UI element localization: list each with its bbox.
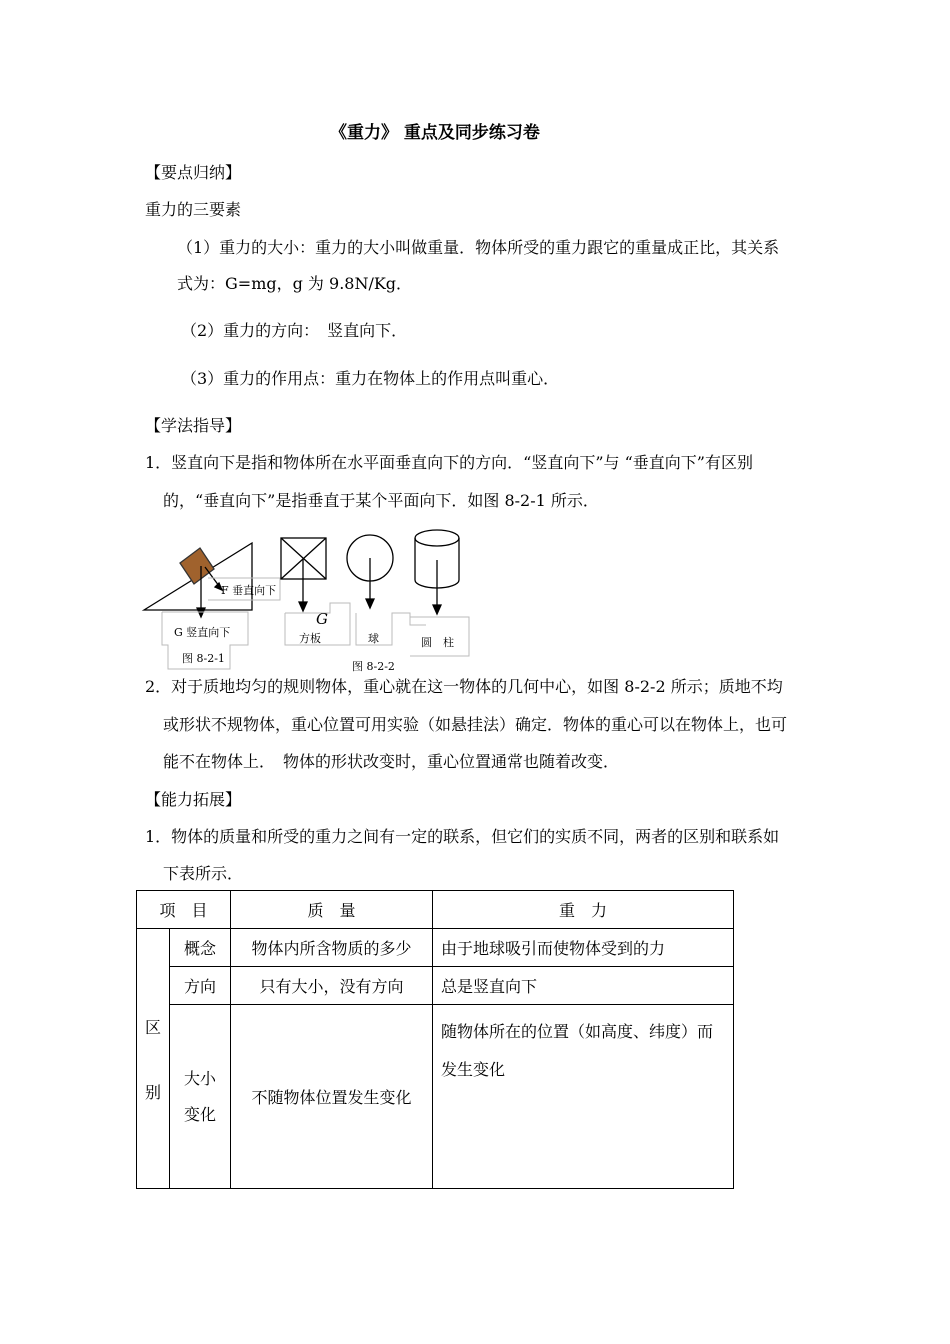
size-change-label <box>170 1005 231 1189</box>
label-cylinder: 圆 柱 <box>421 636 454 649</box>
three-elements-heading: 重力的三要素 <box>145 200 242 219</box>
label-square-board: 方板 <box>299 632 321 645</box>
label-box-ball <box>356 613 426 645</box>
size-gravity-line-2: 发生变化 <box>441 1060 506 1079</box>
section-extension: 【能力拓展】 <box>145 790 242 809</box>
point-3: （3）重力的作用点：重力在物体上的作用点叫重心． <box>181 369 560 388</box>
figure-2-caption: 图 8-2-2 <box>352 660 395 673</box>
label-g: G <box>316 610 328 628</box>
size-label-2: 变化 <box>183 1104 216 1124</box>
guide-1-line-2: 的，“垂直向下”是指垂直于某个平面向下．如图 8-2-1 所示． <box>163 491 599 510</box>
header-mass: 质 量 <box>231 891 433 929</box>
page-title: 《重力》 重点及同步练习卷 <box>330 123 540 143</box>
row-label: 方向 <box>170 967 231 1005</box>
row-gravity: 由于地球吸引而使物体受到的力 <box>433 929 734 967</box>
size-mass: 不随物体位置发生变化 <box>231 1005 433 1189</box>
size-gravity-line-1: 随物体所在的位置（如高度、纬度）而 <box>441 1022 714 1041</box>
guide-1-line-1: 1．竖直向下是指和物体所在水平面垂直向下的方向．“竖直向下”与 “垂直向下”有区别 <box>145 453 753 472</box>
point-1-line-1: （1）重力的大小：重力的大小叫做重量．物体所受的重力跟它的重量成正比，其关系 <box>177 238 780 257</box>
table-row <box>137 929 734 967</box>
row-label: 概念 <box>170 929 231 967</box>
point-2: （2）重力的方向： 竖直向下． <box>181 321 408 340</box>
header-item: 项 目 <box>137 891 231 929</box>
row-mass: 物体内所含物质的多少 <box>231 929 433 967</box>
table-row <box>137 967 734 1005</box>
ext-1-line-1: 1．物体的质量和所受的重力之间有一定的联系，但它们的实质不同，两者的区别和联系如 <box>145 827 780 846</box>
label-ball: 球 <box>368 632 379 645</box>
row-gravity: 总是竖直向下 <box>433 967 734 1005</box>
guide-2-line-2: 或形状不规物体，重心位置可用实验（如悬挂法）确定．物体的重心可以在物体上，也可 <box>163 715 788 734</box>
label-g-vertical: G 竖直向下 <box>174 626 231 639</box>
cylinder-top <box>415 530 459 546</box>
difference-group-cell <box>137 929 170 1189</box>
group-char-1: 区 <box>144 1017 161 1037</box>
header-gravity: 重 力 <box>433 891 734 929</box>
group-char-2: 别 <box>144 1082 161 1102</box>
label-f-perpendicular: F 垂直向下 <box>221 584 277 597</box>
section-key-points: 【要点归纳】 <box>145 163 242 182</box>
row-mass: 只有大小，没有方向 <box>231 967 433 1005</box>
point-1-line-2: 式为：G=mg，g 为 9.8N/Kg． <box>177 274 413 293</box>
figure-1-caption: 图 8-2-1 <box>182 652 225 665</box>
guide-2-line-3: 能不在物体上． 物体的形状改变时，重心位置通常也随着改变． <box>163 752 620 771</box>
wooden-block <box>180 548 214 584</box>
table-row <box>137 1005 734 1189</box>
guide-2-line-1: 2．对于质地均匀的规则物体，重心就在这一物体的几何中心，如图 8-2-2 所示；质地不均 <box>145 677 783 696</box>
mass-gravity-table <box>136 890 734 1189</box>
section-study-guide: 【学法指导】 <box>145 416 242 435</box>
size-gravity <box>433 1005 734 1189</box>
size-label-1: 大小 <box>183 1068 216 1088</box>
ext-1-line-2: 下表所示． <box>163 864 244 883</box>
